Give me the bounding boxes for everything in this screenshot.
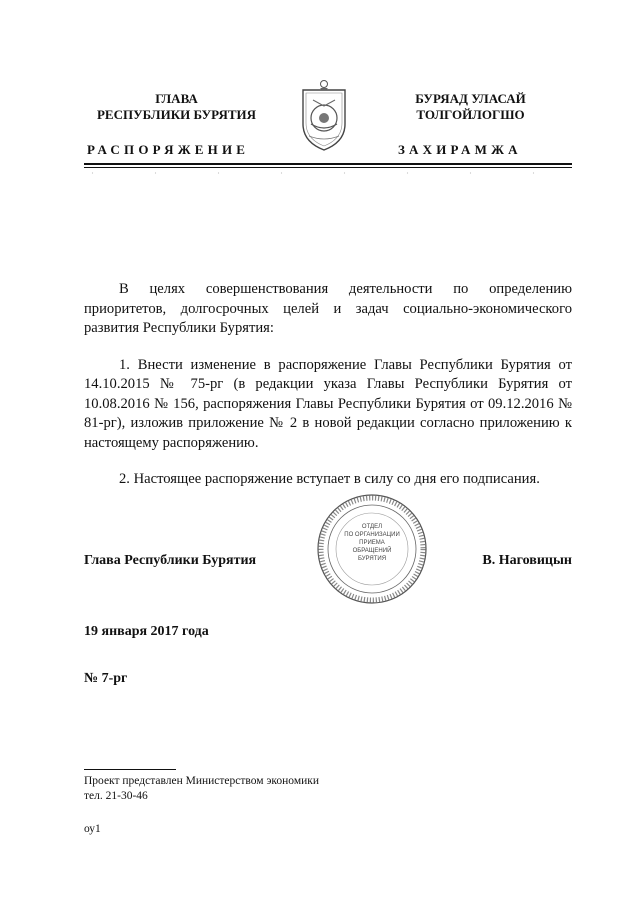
seal-text — [336, 523, 408, 563]
item-1-paragraph: 1. Внести изменение в распоряжение Главы Республики Бурятия от 14.10.2015 № 75-рг (в редакции указа Главы Республики Бурятия от 10.08.2016 № 156, распоряжения Главы Республики Бурятия от 09.12.2016 № 81-рг), изложив приложение № 2 в новой редакции согласно приложению к настоящему распоряжению. — [84, 356, 572, 451]
signatory-name: В. Наговицын — [482, 553, 572, 568]
header-left — [84, 91, 269, 123]
header-rule-thin — [84, 167, 572, 168]
coat-of-arms-icon — [299, 76, 349, 154]
signatory-position: Глава Республики Бурятия — [84, 553, 257, 568]
seal-text-line: БУРЯТИЯ — [357, 556, 387, 562]
document-date: 19 января 2017 года — [84, 624, 209, 639]
document-body — [84, 280, 572, 490]
doc-type-bua: ЗАХИРАМЖА — [398, 142, 522, 157]
header-rule-thick — [84, 163, 572, 165]
header-right-subtitle: ТОЛГОЙЛОГШО — [416, 107, 525, 122]
header-left-subtitle: РЕСПУБЛИКИ БУРЯТИЯ — [96, 107, 257, 122]
preamble-paragraph: В целях совершенствования деятельности по определению приоритетов, долгосрочных целей и задач социально-экономического развития Республики Бурятия: — [84, 281, 572, 336]
seal-text-line: ПО ОРГАНИЗАЦИИ — [344, 532, 400, 538]
header-right — [378, 91, 563, 123]
seal-text-line: ПРИЕМА — [359, 540, 385, 546]
seal-text-line: ОБРАЩЕНИЙ — [352, 548, 392, 554]
item-2-paragraph: 2. Настоящее распоряжение вступает в силу со дня его подписания. — [119, 471, 540, 487]
header-left-title: ГЛАВА — [155, 91, 198, 106]
footnote-rule — [84, 769, 176, 770]
header-right-title: БУРЯАД УЛАСАЙ — [415, 91, 526, 106]
footnote — [84, 774, 319, 804]
header-dots — [84, 172, 572, 174]
footnote-line-1: Проект представлен Министерством экономики — [84, 775, 320, 787]
footnote-line-2: тел. 21-30-46 — [84, 790, 148, 802]
document-code: оу1 — [84, 823, 101, 835]
official-seal-stamp — [316, 493, 428, 605]
doc-type-ru: РАСПОРЯЖЕНИЕ — [87, 142, 250, 157]
document-number: № 7-рг — [84, 671, 128, 686]
seal-text-line: ОТДЕЛ — [361, 524, 383, 530]
